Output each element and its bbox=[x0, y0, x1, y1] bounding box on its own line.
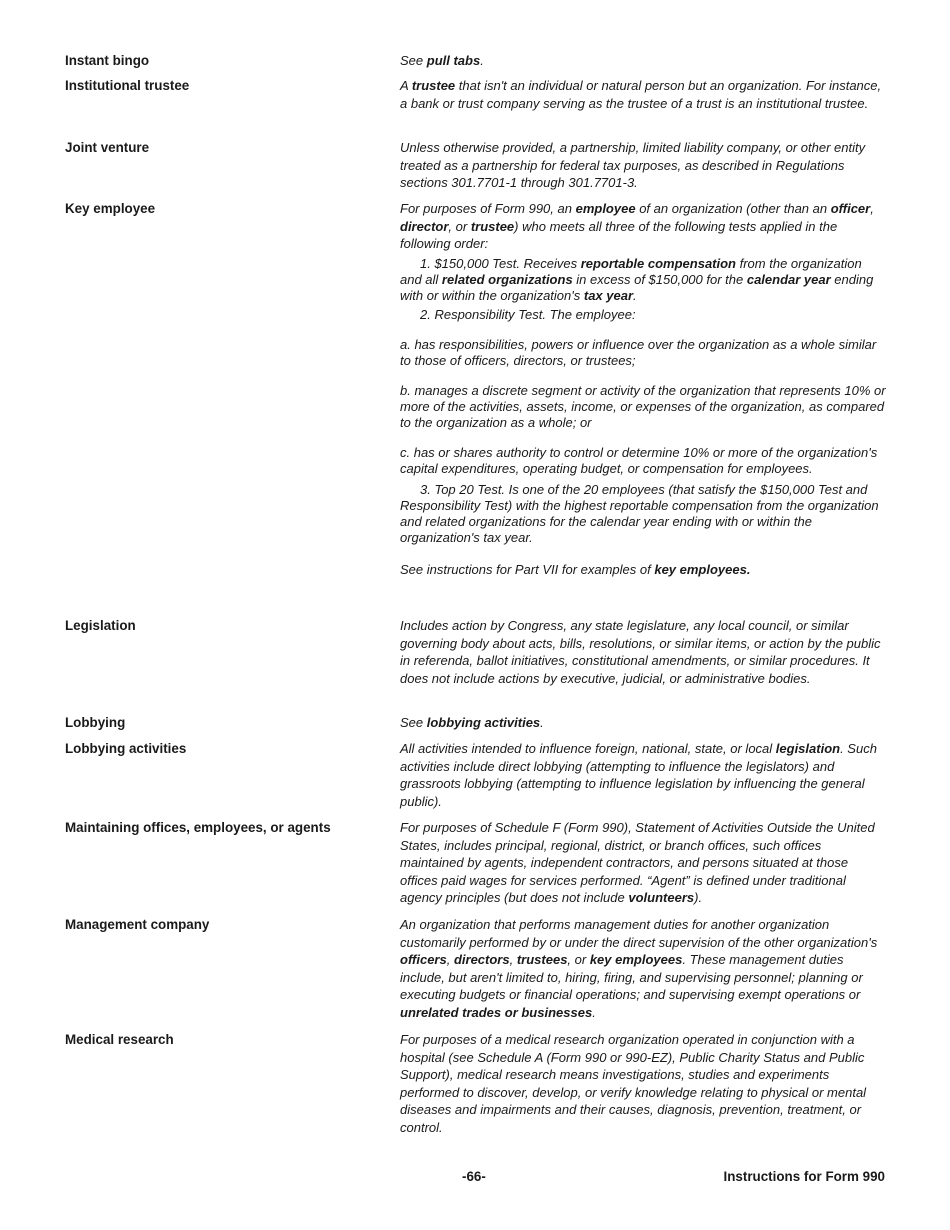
glossary-definition: Unless otherwise provided, a partnership, limited liability company, or other entity treated as a partnership for federal tax purposes, as described in Regulations sections 301.7701-1 through 301.7701-3. bbox=[400, 140, 866, 191]
key-employee-test-2b: b. manages a discrete segment or activity of the organization that represents 10% or more of the activities, assets, income, or expenses of the organization, as compared to the organization as a whole; or bbox=[400, 382, 886, 430]
page-number: -66- bbox=[462, 1169, 486, 1184]
glossary-definition: See pull tabs. bbox=[400, 53, 484, 68]
glossary-term: Key employee bbox=[65, 201, 156, 216]
glossary-term: Legislation bbox=[65, 618, 136, 633]
glossary-term: Medical research bbox=[65, 1032, 174, 1047]
glossary-link: pull tabs bbox=[426, 53, 481, 68]
glossary-link: lobbying activities bbox=[426, 715, 541, 730]
glossary-term: Joint venture bbox=[65, 140, 150, 155]
glossary-definition: A trustee that isn't an individual or natural person but an organization. For instance, a bank or trust company serving as the trustee of a trust is an institutional trustee. bbox=[400, 78, 882, 111]
glossary-definition: For purposes of Schedule F (Form 990), Statement of Activities Outside the United States, includes principal, regional, district, or branch offices, such offices maintained by agents, independent contractors, and persons situated at those offices paid wages for services performed. “Agent” is defined under traditional agency principles (but does not include volunteers). bbox=[400, 820, 875, 906]
key-employee-test-3: 3. Top 20 Test. Is one of the 20 employees (that satisfy the $150,000 Test and Responsibility Test) with the highest reportable compensation from the organization and related organizations for the calendar year ending with or within the organization's tax year. bbox=[400, 481, 879, 545]
document-title: Instructions for Form 990 bbox=[723, 1169, 885, 1184]
glossary-term: Institutional trustee bbox=[65, 78, 190, 93]
glossary-definition: For purposes of a medical research organization operated in conjunction with a hospital (see Schedule A (Form 990 or 990-EZ), Public Charity Status and Public Support), medical research means investigations, studies and experiments performed to discover, develop, or verify knowledge relating to physical or mental diseases and impairments and their causes, diagnosis, prevention, treatment, or control. bbox=[400, 1032, 867, 1135]
glossary-term: Management company bbox=[65, 917, 210, 932]
glossary-definition: For purposes of Form 990, an employee of an organization (other than an officer, director, or trustee) who meets all three of the following tests applied in the following order: 1. $150,000 Test. Receives reportable compensation from the organization and all related organizations in excess of $150,000 for the calendar year ending with or within the organization's tax year. 2. Responsibility Test. The employee: a. has responsibilities, powers or influence over the organization as a whole similar to those of officers, directors, or trustees; b. manages a discrete segment or activity of the organization that represents 10% or more of the activities, assets, income, or expenses of the organization, as compared to the organization as a whole; or c. has or shares authority to control or determine 10% or more of the organization's capital expenditures, operating budget, or compensation for employees. 3. Top 20 Test. Is one of the 20 employees (that satisfy the $150,000 Test and Responsibility Test) with the highest reportable compensation from the organization and related organizations for the calendar year ending with or within the organization's tax year. See instructions for Part VII for examples of key employees. bbox=[400, 201, 886, 577]
key-employee-test-1: 1. $150,000 Test. Receives reportable compensation from the organization and all related organizations in excess of $150,000 for the calendar year ending with or within the organization's tax year. bbox=[400, 255, 874, 303]
glossary-term: Lobbying activities bbox=[65, 741, 187, 756]
glossary-definition: All activities intended to influence foreign, national, state, or local legislation. Such activities include direct lobbying (attempting to influence the legislators) and grassroots lobbying (attempting to influence legislation by influencing the general public). bbox=[400, 741, 877, 809]
glossary-definition: Includes action by Congress, any state legislature, any local council, or similar governing body about acts, bills, resolutions, or similar items, or action by the public in referenda, ballot initiatives, constitutional amendments, or similar procedures. It does not include actions by executive, judicial, or administrative bodies. bbox=[400, 618, 881, 686]
glossary-term: Instant bingo bbox=[65, 53, 150, 68]
glossary-definition: See lobbying activities. bbox=[400, 715, 544, 730]
key-employee-test-2: 2. Responsibility Test. The employee: bbox=[420, 306, 636, 322]
glossary-term: Lobbying bbox=[65, 715, 126, 730]
key-employee-test-2c: c. has or shares authority to control or determine 10% or more of the organization's capital expenditures, operating budget, or compensation for employees. bbox=[400, 444, 878, 476]
key-employee-test-2a: a. has responsibilities, powers or influence over the organization as a whole similar to those of officers, directors, or trustees; bbox=[400, 336, 877, 368]
key-employee-see-also: See instructions for Part VII for examples of key employees. bbox=[400, 561, 751, 577]
glossary-link: trustee bbox=[411, 78, 456, 93]
glossary-term: Maintaining offices, employees, or agents bbox=[65, 820, 331, 835]
glossary-definition: An organization that performs management duties for another organization customarily performed by or under the direct supervision of the other organization's officers, directors, trustees, or key employees. These management duties include, but aren't limited to, hiring, firing, and supervising personnel; planning or executing budgets or financial operations; and supervising exempt operations or unrelated trades or businesses. bbox=[400, 917, 878, 1020]
